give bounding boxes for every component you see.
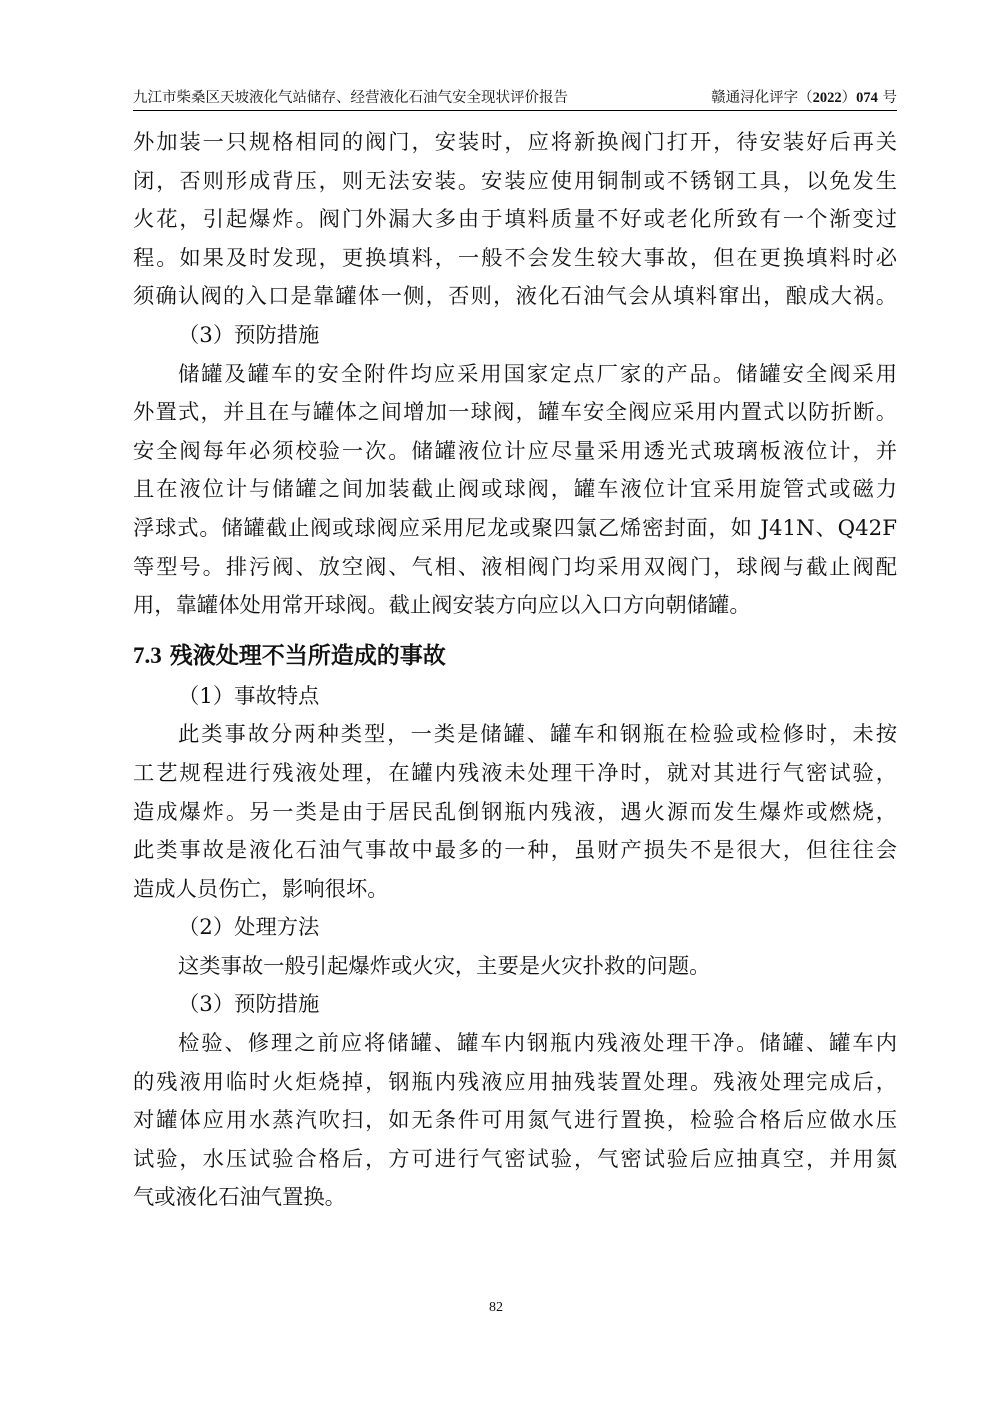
text-line: 安全阀每年必须校验一次。储罐液位计应尽量采用透光式玻璃板液位计，并 [133,438,897,464]
section-number: 7.3 [133,642,162,668]
text-line: 火花，引起爆炸。阀门外漏大多由于填料质量不好或老化所致有一个渐变过 [133,207,897,233]
page-header [133,86,897,111]
text-line: 造成人员伤亡，影响很坏。 [133,876,389,902]
paragraph-accident-types [133,716,897,909]
text-line: 且在液位计与储罐之间加装截止阀或球阀，罐车液位计宜采用旋管式或磁力 [133,477,897,503]
text-line: 气或液化石油气置换。 [133,1185,346,1211]
subheading-accident-features: （1）事故特点 [178,683,320,709]
header-report-title: 九江市柴桑区天坡液化气站储存、经营液化石油气安全现状评价报告 [133,90,568,106]
section-title: 残液处理不当所造成的事故 [169,642,446,669]
text-line: 浮球式。储罐截止阀或球阀应采用尼龙或聚四氯乙烯密封面，如 J41N、Q42F [133,515,897,541]
text-line: 用，靠罐体处用常开球阀。截止阀安装方向应以入口方向朝储罐。 [133,593,751,619]
text-line: 程。如果及时发现，更换填料，一般不会发生较大事故，但在更换填料时必 [133,245,897,271]
text-line: 须确认阀的入口是靠罐体一侧，否则，液化石油气会从填料窜出，酿成大祸。 [133,284,897,310]
text-line: 对罐体应用水蒸汽吹扫，如无条件可用氮气进行置换，检验合格后应做水压 [133,1108,897,1134]
paragraph-handling-method: 这类事故一般引起爆炸或火灾，主要是火灾扑救的问题。 [178,953,711,979]
paragraph-residue-prevention [133,1025,897,1218]
text-line: 的残液用临时火炬烧掉，钢瓶内残液应用抽残装置处理。残液处理完成后， [133,1069,897,1095]
text-line: 造成爆炸。另一类是由于居民乱倒钢瓶内残液，遇火源而发生爆炸或燃烧， [133,799,897,825]
paragraph-safety-accessories [133,356,897,626]
subheading-prevention-2: （3）预防措施 [178,992,320,1018]
text-line: 检验、修理之前应将储罐、罐车内钢瓶内残液处理干净。储罐、罐车内 [178,1031,897,1057]
text-line: 此类事故分两种类型，一类是储罐、罐车和钢瓶在检验或检修时，未按 [178,722,897,748]
text-line: 此类事故是液化石油气事故中最多的一种，虽财产损失不是很大，但往往会 [133,838,897,864]
page-body [133,124,897,1218]
text-line: 等型号。排污阀、放空阀、气相、液相阀门均采用双阀门，球阀与截止阀配 [133,554,897,580]
text-line: 外加装一只规格相同的阀门，安装时，应将新换阀门打开，待安装好后再关 [133,130,897,155]
text-line: 工艺规程进行残液处理，在罐内残液未处理干净时，就对其进行气密试验， [133,760,897,786]
text-line: 试验，水压试验合格后，方可进行气密试验，气密试验后应抽真空，并用氮 [133,1146,897,1172]
subheading-prevention-1: （3）预防措施 [178,322,320,348]
section-heading [133,634,897,678]
text-line: 储罐及罐车的安全附件均应采用国家定点厂家的产品。储罐安全阀采用 [178,361,897,387]
paragraph-valve-replacement [133,124,897,317]
header-report-number: 赣通浔化评字（2022）074 号 [711,90,897,106]
subheading-handling-method: （2）处理方法 [178,915,320,941]
page-number: 82 [489,1300,503,1315]
text-line: 外置式，并且在与罐体之间增加一球阀，罐车安全阀应采用内置式以防折断。 [133,400,897,426]
text-line: 闭，否则形成背压，则无法安装。安装应使用铜制或不锈钢工具，以免发生 [133,168,897,194]
